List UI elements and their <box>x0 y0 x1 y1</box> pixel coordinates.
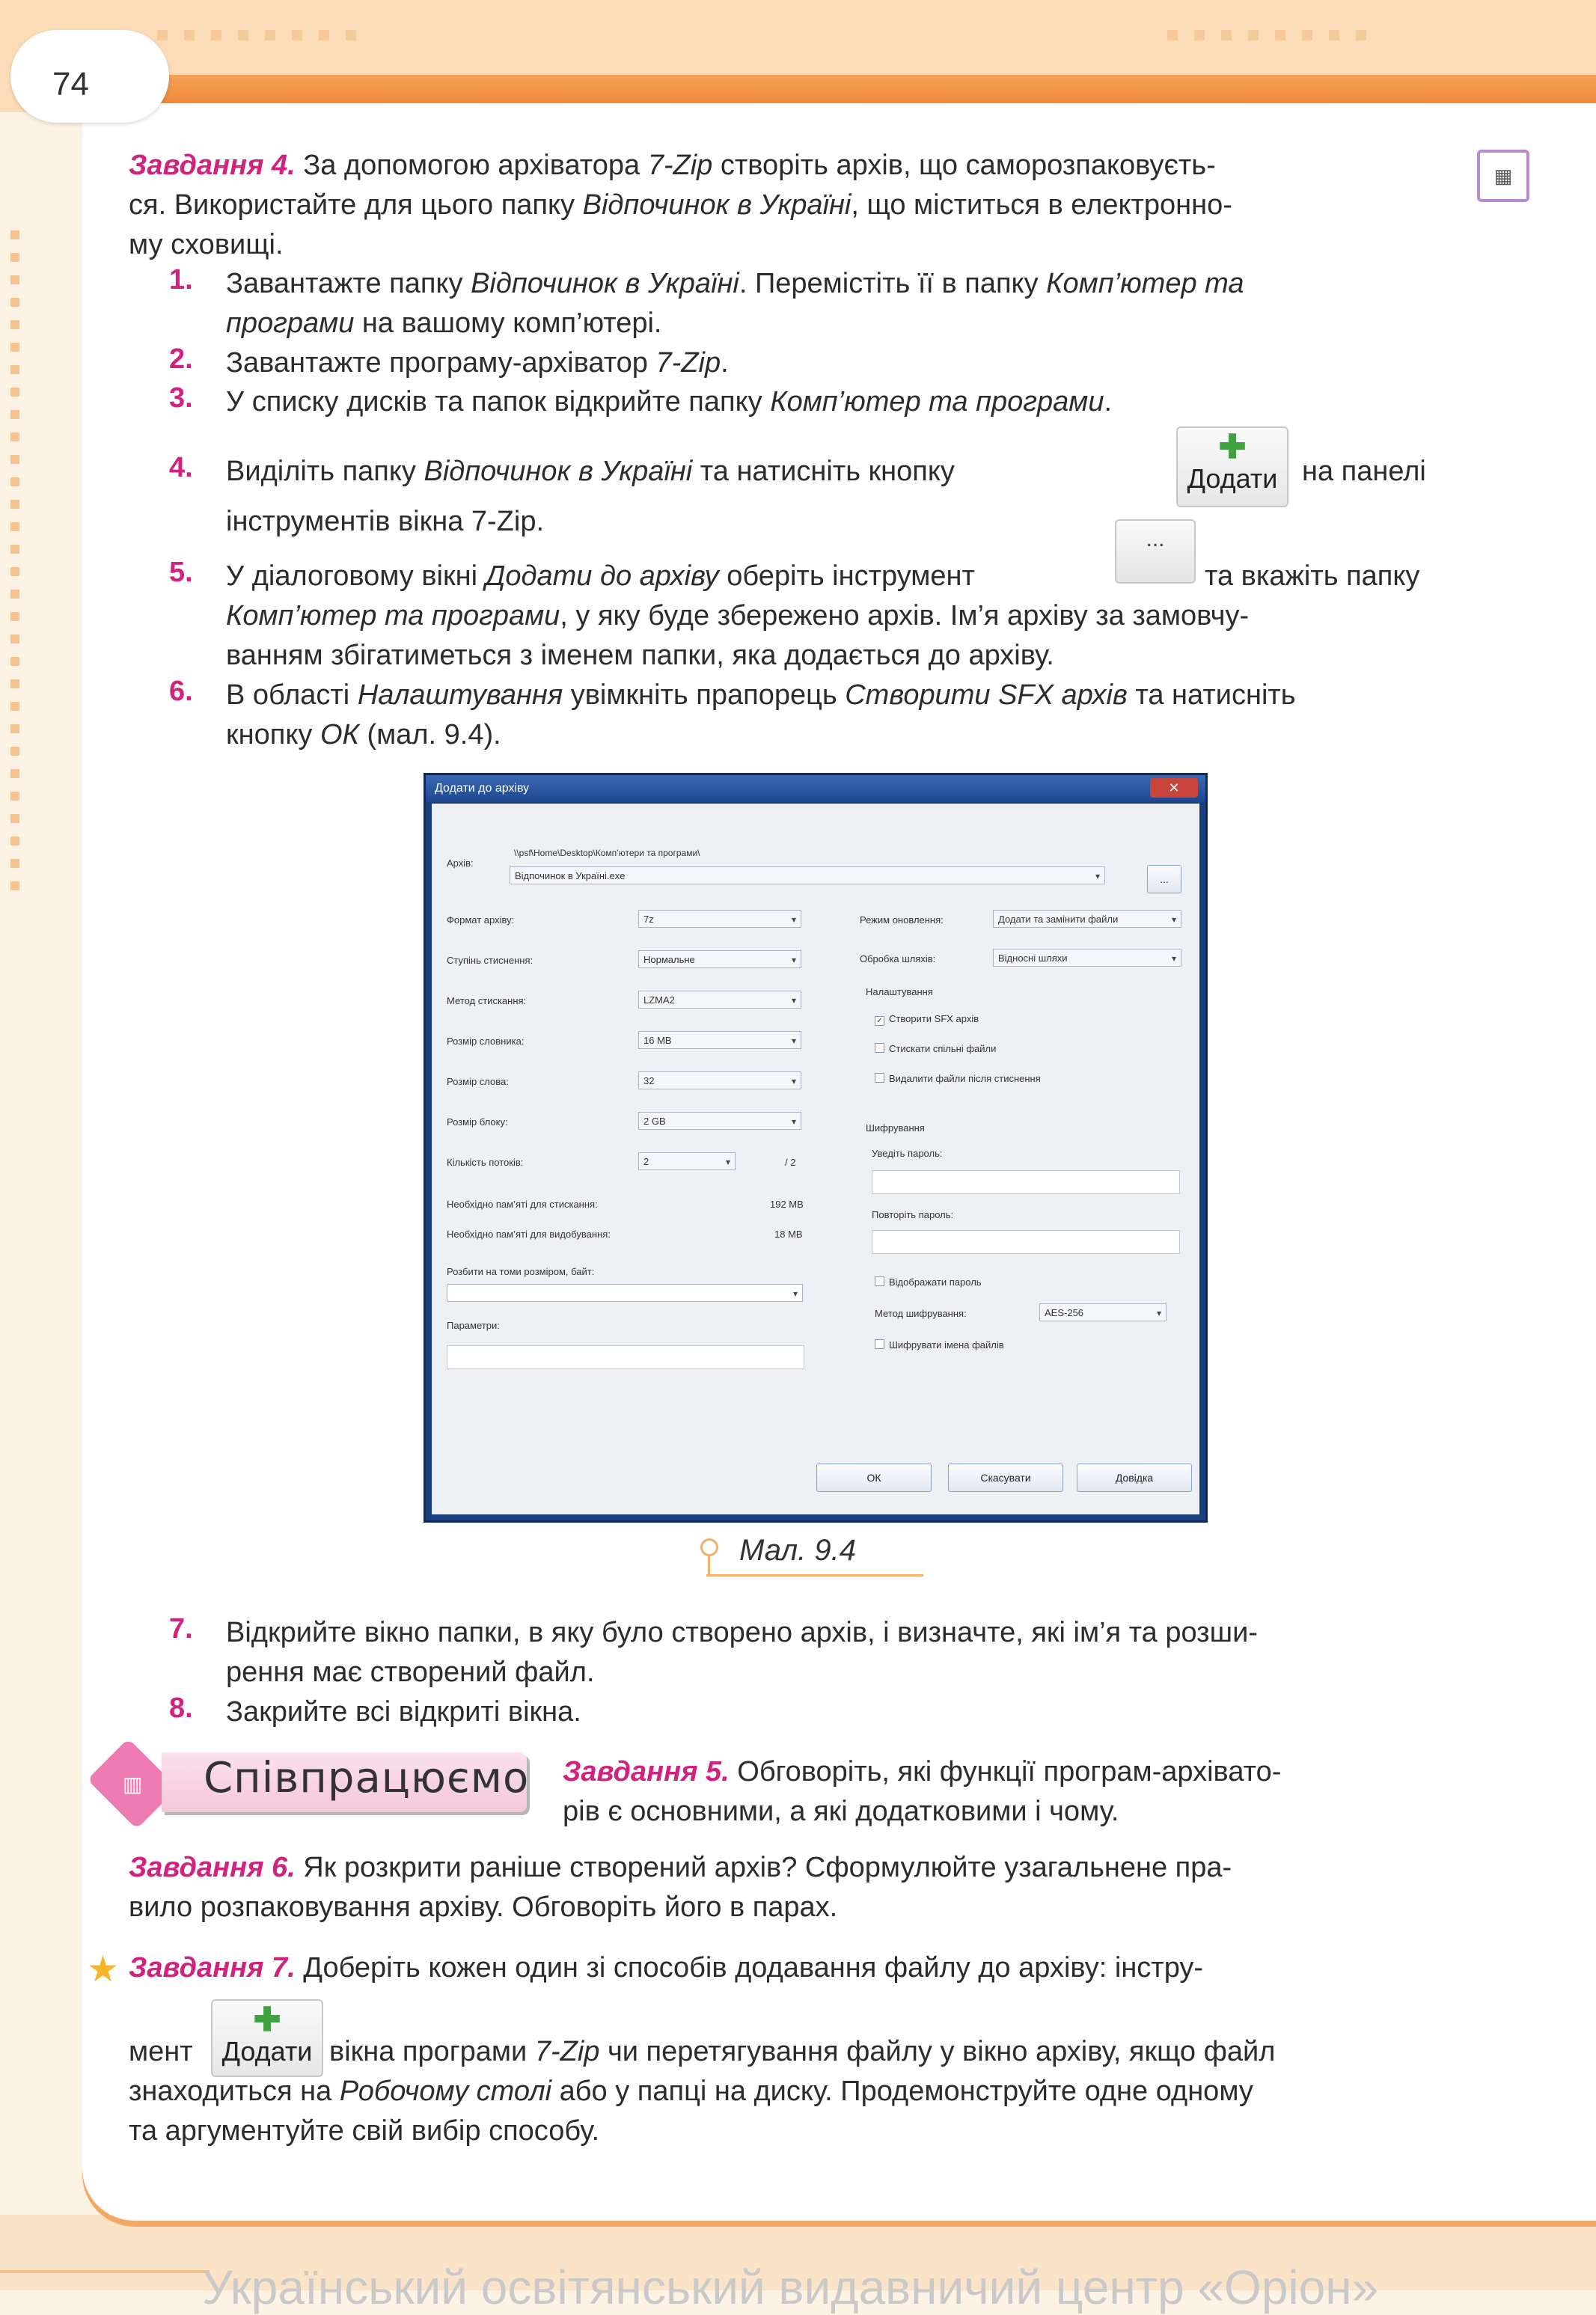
header-band <box>82 75 1596 103</box>
task4-line3: му сховищі. <box>129 229 284 260</box>
chart-icon: ▥ <box>123 1773 143 1796</box>
step-number: 2. <box>169 343 193 375</box>
footer-line <box>0 2270 210 2273</box>
archive-name-combo[interactable]: Відпочинок в Україні.exe ▾ <box>510 866 1105 884</box>
star-icon: ★ <box>87 1950 120 1990</box>
add-to-archive-dialog <box>424 773 1208 1523</box>
task7-line1: Завдання 7. Доберіть кожен один зі способів додавання файлу до архіву: інстру- <box>129 1952 1204 1984</box>
method-combo[interactable]: LZMA2 ▾ <box>638 991 801 1009</box>
threads-combo[interactable]: 2 ▾ <box>638 1152 736 1170</box>
mem-compress-label: Необхідно пам’яті для стискання: <box>447 1199 598 1210</box>
step-number: 3. <box>169 382 193 414</box>
password-input[interactable] <box>872 1170 1180 1194</box>
dictionary-combo[interactable]: 16 MB ▾ <box>638 1031 801 1049</box>
settings-label: Налаштування <box>866 986 933 997</box>
step4-line1-end: на панелі <box>1302 456 1426 487</box>
step5-line3: ванням збігатиметься з іменем папки, яка додається до архіву. <box>226 640 1054 671</box>
task5-line1: Завдання 5. Обговоріть, які функції програм-архівато- <box>563 1756 1282 1788</box>
encryption-method-label: Метод шифрування: <box>875 1308 967 1319</box>
caption-stem <box>708 1555 710 1576</box>
add-button[interactable]: ✚ Додати <box>1176 426 1288 507</box>
password-label: Уведіть пароль: <box>872 1148 943 1159</box>
dialog-body <box>432 804 1199 1514</box>
top-decoration <box>157 30 373 40</box>
encryption-method-combo[interactable]: AES-256 ▾ <box>1039 1303 1167 1321</box>
method-label: Метод стискання: <box>447 995 527 1006</box>
archive-path: \\psf\Home\Desktop\Комп’ютери та програми\ <box>514 848 700 858</box>
update-mode-label: Режим оновлення: <box>860 914 944 926</box>
threads-label: Кількість потоків: <box>447 1157 524 1168</box>
step-number: 8. <box>169 1692 193 1724</box>
sfx-checkbox[interactable]: ✓ Створити SFX архів <box>875 1013 979 1026</box>
figure-caption: Мал. 9.4 <box>739 1534 856 1567</box>
task7-line4: та аргументуйте свій вибір способу. <box>129 2115 600 2147</box>
task6-line2: вило розпаковування архіву. Обговоріть його в парах. <box>129 1892 838 1923</box>
top-decoration-right <box>1167 30 1383 40</box>
repeat-password-input[interactable] <box>872 1230 1180 1254</box>
publisher-footer: Український освітянський видавничий центр «Оріон» <box>202 2260 1379 2314</box>
step6-line2: кнопку ОК (мал. 9.4). <box>226 719 501 750</box>
step7-line2: рення має створений файл. <box>226 1657 595 1688</box>
repeat-password-label: Повторіть пароль: <box>872 1209 954 1220</box>
dictionary-label: Розмір словника: <box>447 1036 525 1047</box>
paths-combo[interactable]: Відносні шляхи ▾ <box>993 949 1181 967</box>
split-combo[interactable] <box>447 1284 803 1302</box>
level-label: Ступінь стиснення: <box>447 955 533 966</box>
task4-line2: ся. Використайте для цього папку Відпочинок в Україні, що міститься в електронно- <box>129 189 1232 221</box>
task7-line3: знаходиться на Робочому столі або у папці на диску. Продемонструйте одне одному <box>129 2076 1253 2107</box>
mem-compress-value: 192 MB <box>770 1199 804 1210</box>
step6-line1: В області Налаштування увімкніть прапорець Створити SFX архів та натисніть <box>226 679 1296 711</box>
plus-icon: ✚ <box>1218 429 1247 465</box>
step5-line1: У діалоговому вікні Додати до архіву оберіть інструмент <box>226 560 975 592</box>
step1-line1: Завантажте папку Відпочинок в Україні. Перемістіть її в папку Комп’ютер та <box>226 268 1244 299</box>
format-combo[interactable]: 7z ▾ <box>638 910 801 928</box>
encrypt-names-checkbox[interactable]: Шифрувати імена файлів <box>875 1339 1004 1351</box>
step4-line2: інструментів вікна 7-Zip. <box>226 506 545 537</box>
step5-line2: Комп’ютер та програми, у яку буде збережено архів. Ім’я архіву за замовчу- <box>226 600 1250 631</box>
step2-line: Завантажте програму-архіватор 7-Zip. <box>226 347 729 379</box>
caption-underline <box>706 1574 923 1577</box>
step1-line2: програми на вашому комп’ютері. <box>226 308 662 339</box>
collaboration-title: Співпрацюємо <box>204 1754 530 1802</box>
step4-line1: Виділіть папку Відпочинок в Україні та натисніть кнопку <box>226 456 955 487</box>
step-number: 1. <box>169 264 193 296</box>
threads-max: / 2 <box>785 1157 796 1168</box>
format-label: Формат архіву: <box>447 914 515 926</box>
show-password-checkbox[interactable]: Відображати пароль <box>875 1276 982 1288</box>
params-label: Параметри: <box>447 1320 500 1331</box>
params-input[interactable] <box>447 1345 804 1369</box>
task7-line2-start: мент <box>129 2036 193 2067</box>
step-number: 7. <box>169 1613 193 1645</box>
split-label: Розбити на томи розміром, байт: <box>447 1266 595 1277</box>
update-mode-combo[interactable]: Додати та замінити файли ▾ <box>993 910 1181 928</box>
step8-line: Закрийте всі відкриті вікна. <box>226 1696 581 1728</box>
word-size-label: Розмір слова: <box>447 1076 509 1087</box>
mem-decompress-value: 18 MB <box>774 1229 803 1240</box>
task5-line2: рів є основними, а які додатковими і чому. <box>563 1796 1119 1827</box>
archive-label: Архів: <box>447 857 474 869</box>
left-decoration <box>0 217 45 905</box>
add-button[interactable]: ✚ Додати <box>211 1999 323 2077</box>
collaboration-banner <box>84 1743 533 1824</box>
shared-files-checkbox[interactable]: Стискати спільні файли <box>875 1043 996 1055</box>
browse-button[interactable]: ... <box>1147 865 1181 893</box>
step-number: 5. <box>169 557 193 588</box>
plus-icon: ✚ <box>253 2001 281 2038</box>
mem-decompress-label: Необхідно пам’яті для видобування: <box>447 1229 611 1240</box>
word-size-combo[interactable]: 32 ▾ <box>638 1071 801 1089</box>
caption-pin-icon <box>700 1538 718 1556</box>
cancel-button[interactable]: Скасувати <box>948 1464 1063 1492</box>
delete-files-checkbox[interactable]: Видалити файли після стиснення <box>875 1073 1041 1085</box>
step5-line1-end: та вкажіть папку <box>1205 560 1420 592</box>
step3-line: У списку дисків та папок відкрийте папку Комп’ютер та програми. <box>226 386 1113 418</box>
page-number: 74 <box>52 66 89 103</box>
task7-line2: вікна програми 7-Zip чи перетягування файлу у вікно архіву, якщо файл <box>329 2036 1276 2067</box>
close-icon[interactable]: ✕ <box>1150 778 1198 798</box>
task4-line1: Завдання 4. За допомогою архіватора 7-Zip створіть архів, що саморозпаковуєть- <box>129 150 1216 181</box>
help-button[interactable]: Довідка <box>1077 1464 1192 1492</box>
step-number: 4. <box>169 452 193 483</box>
paths-label: Обробка шляхів: <box>860 953 936 964</box>
task6-line1: Завдання 6. Як розкрити раніше створений архів? Сформулюйте узагальнене пра- <box>129 1852 1232 1883</box>
page-number-cloud <box>10 30 169 123</box>
encryption-label: Шифрування <box>866 1122 925 1134</box>
ok-button[interactable]: ОК <box>816 1464 932 1492</box>
block-size-label: Розмір блоку: <box>447 1116 508 1128</box>
step7-line1: Відкрийте вікно папки, в яку було створено архів, і визначте, які ім’я та розши- <box>226 1617 1258 1648</box>
level-combo[interactable]: Нормальне ▾ <box>638 950 801 968</box>
browse-dots-button[interactable]: ... <box>1115 519 1196 584</box>
dialog-title-bar: Додати до архіву <box>426 775 1205 802</box>
qr-code-icon[interactable]: ▦ <box>1477 150 1529 202</box>
step-number: 6. <box>169 676 193 707</box>
block-size-combo[interactable]: 2 GB ▾ <box>638 1112 801 1130</box>
